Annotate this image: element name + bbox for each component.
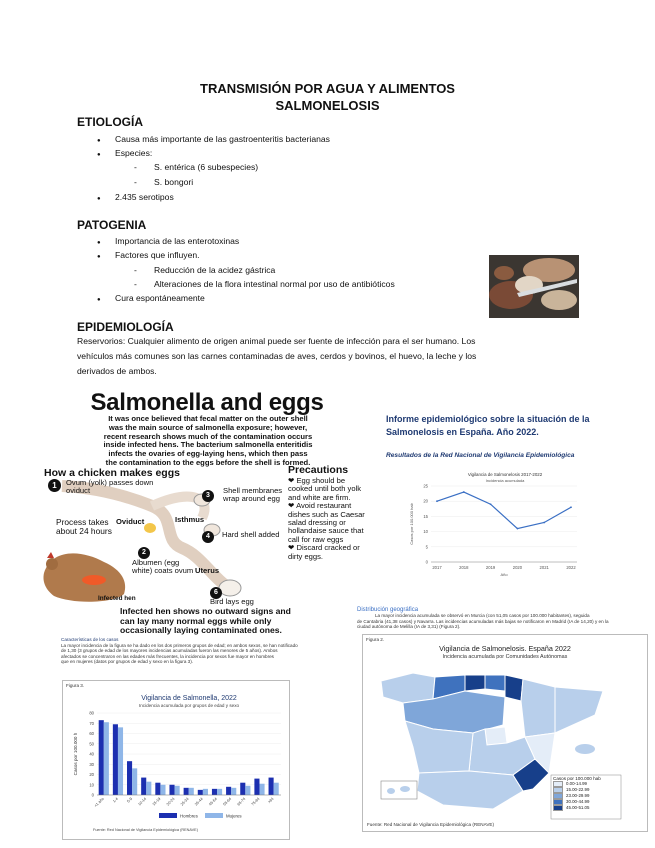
etiologia-bullet-2: ● Especies:: [115, 148, 152, 159]
step-4-marker: 4: [202, 531, 214, 543]
bar-chart-bar: [141, 778, 146, 795]
region-madrid: [485, 727, 507, 745]
step-2-marker: 2: [138, 547, 150, 559]
bar-chart-bar: [254, 779, 259, 795]
line-chart-point: [490, 503, 492, 505]
bar-chart-bar: [269, 778, 274, 795]
line-chart-ytick: 20: [423, 498, 428, 504]
informe-title-1: Informe epidemiológico sobre la situación de la: [386, 414, 590, 424]
etiologia-bullet-3: ● 2.435 serotipos: [115, 192, 174, 203]
bar-chart-bar: [118, 727, 123, 795]
bar-chart-xtick: >84: [267, 796, 275, 805]
caracteristicas-text-4: que en mujeres (datos por grupos de edad y sexo en la figura 3).: [61, 659, 194, 665]
poster-intro-6: the contamination to the eggs before the shell is formed.: [105, 457, 311, 467]
distribucion-block: [357, 607, 651, 630]
poster-intro-5: infects the ovaries of egg-laying hens, which then pass: [108, 449, 308, 459]
map-legend-label: 23.00-29.99: [566, 793, 590, 798]
bar-chart-xtick: 15-19: [151, 796, 162, 807]
map-frame: [362, 634, 648, 832]
bar-chart-bar: [189, 788, 194, 795]
bar-chart-bar: [155, 783, 160, 795]
bird-lays-label: Bird lays egg: [210, 597, 254, 606]
poster-intro-3: recent research shows much of the contamination occurs: [103, 431, 313, 441]
distribucion-heading: Distribución geográfica: [357, 607, 419, 613]
region-cantabria: [465, 675, 485, 691]
bar-chart-xtick: 45-54: [208, 796, 219, 807]
poster-intro-4: inside infected hens. The bacterium salmonella enteritidis: [103, 440, 313, 450]
region-navarra: [505, 675, 523, 701]
step-6-marker: 6: [210, 587, 222, 599]
poster-footer-3: occasionally laying contaminated ones.: [120, 625, 282, 636]
bar-chart-ytick: 20: [89, 772, 94, 777]
bar-chart-title: Vigilancia de Salmonella, 2022: [141, 695, 237, 702]
uterus-label: Uterus: [195, 566, 220, 575]
poster-intro-2: was the main source of salmonella exposure; however,: [108, 422, 308, 432]
oviduct-label: Oviduct: [116, 517, 145, 526]
line-chart-xtick: 2017: [432, 565, 442, 570]
bar-chart-bar: [259, 784, 264, 795]
map-legend-label: 0.00-14.99: [566, 781, 587, 786]
hard-shell-label: Hard shell added: [222, 530, 280, 539]
caracteristicas-text-3: afectados se concentraron en las edades más frecuentes, la incidencia por sexos fue mayor en hombres: [61, 653, 274, 659]
line-chart-xtick: 2019: [485, 565, 496, 570]
poster-footer-1: Infected hen shows no outward signs and: [120, 606, 291, 616]
region-cataluna: [555, 687, 603, 733]
bar-chart-xtick: 5-9: [126, 796, 134, 804]
line-chart: [405, 470, 585, 582]
caracteristicas-block: [61, 637, 351, 665]
how-heading: How a chicken makes eggs: [44, 467, 180, 479]
patogenia-heading: PATOGENIA: [77, 218, 147, 232]
infected-hen-label: Infected hen: [98, 595, 136, 602]
etiologia-bullet-1: ● Causa más importante de las gastroenteritis bacterianas: [115, 134, 330, 145]
patogenia-bullet-1: ● Importancia de las enterotoxinas: [115, 236, 239, 247]
step-1-label: Ovum (yolk) passes down oviduct: [66, 478, 154, 496]
caracteristicas-text-2: de 1,30 (3 grupos de edad de los mayores incidencias acumuladas fueron las menores de 5 años). Ambos: [61, 648, 278, 654]
bar-chart-bar: [226, 787, 231, 795]
bar-chart-xtick: 55-64: [222, 796, 233, 807]
step-3-marker: 3: [202, 490, 214, 502]
bar-chart-xtick: 25-34: [180, 796, 190, 807]
line-chart-series: [437, 492, 571, 528]
bar-chart-ytick: 30: [89, 761, 94, 767]
line-chart-xtick: 2020: [512, 565, 523, 570]
line-chart-ytick: 5: [425, 544, 428, 550]
map-legend-title: Casos por 100.000 hab: [553, 776, 601, 781]
bar-chart-bar: [217, 789, 222, 795]
line-chart-ytick: 10: [423, 529, 428, 535]
informe-title: [386, 413, 590, 439]
line-chart-xtick: 2018: [459, 565, 469, 570]
map-figure-label: Figura 2.: [366, 637, 385, 642]
precaution-2: ❤ Avoid restaurant dishes such as Caesar salad dressing or hollandaise sauce that call for raw eggs: [288, 501, 365, 544]
map-subtitle: Incidencia acumulada por Comunidades Autónomas: [442, 654, 568, 660]
map-legend-label: 15.00-22.99: [566, 787, 590, 792]
bar-chart-subtitle: Incidencia acumulada por grupos de edad y sexo: [138, 703, 240, 708]
bar-chart-bar: [245, 786, 250, 795]
bar-chart-figure-label: Figura 3.: [66, 683, 85, 688]
bar-chart-bar: [231, 788, 236, 795]
bar-chart-bar: [104, 722, 109, 795]
patogenia-sub-2: - Alteraciones de la flora intestinal normal por uso de antibióticos: [154, 279, 395, 290]
region-pais-vasco: [485, 675, 505, 691]
informe-subtitle: Resultados de la Red Nacional de Vigilancia Epidemiológica: [386, 452, 575, 459]
patogenia-bullet-2: ● Factores que influyen.: [115, 250, 200, 261]
map-legend-swatch: [553, 805, 563, 811]
caracteristicas-heading: Características de los casos: [61, 637, 119, 642]
bar-chart: [63, 691, 289, 837]
patogenia-bullet-3: ● Cura espontáneamente: [115, 293, 205, 304]
albumen-label: Albumen (egg white) coats ovum: [132, 558, 194, 576]
precautions-list: [288, 477, 370, 561]
bar-chart-legend-swatch: [205, 813, 223, 818]
bar-chart-bar: [160, 785, 165, 795]
etiologia-sub-2: - S. bongori: [154, 177, 193, 188]
bar-chart-ytick: 80: [89, 710, 94, 716]
bar-chart-ytick: 40: [89, 751, 94, 757]
bar-chart-legend-swatch: [159, 813, 177, 818]
bar-chart-ytick: 70: [89, 720, 94, 726]
region-canarias-2: [400, 786, 410, 792]
map-source: Fuente: Red Nacional de Vigilancia Epidemiológica (RENAVE): [367, 822, 494, 828]
region-galicia: [381, 673, 435, 703]
bar-chart-bar: [146, 782, 151, 795]
bar-chart-xtick: 20-24: [165, 796, 176, 807]
line-chart-xtick: 2021: [539, 565, 549, 570]
bar-chart-ytick: 10: [89, 782, 94, 788]
poster-title: Salmonella and eggs: [90, 389, 324, 416]
bar-chart-bar: [132, 768, 137, 795]
region-canarias-1: [387, 788, 395, 794]
epidemiologia-heading: EPIDEMIOLOGÍA: [77, 320, 174, 334]
bar-chart-xtick: 1-4: [112, 796, 119, 804]
line-chart-point: [463, 491, 465, 493]
etiologia-sub-1: - S. entérica (6 subespecies): [154, 162, 258, 173]
map-title: Vigilancia de Salmonelosis. España 2022: [439, 644, 571, 653]
epidemiologia-line1: Reservorios: Cualquier alimento de origen animal puede ser fuente de infección para el ser humano. Los: [77, 336, 476, 346]
doc-title-line2: SALMONELOSIS: [275, 98, 380, 113]
isthmus-label: Isthmus: [175, 515, 205, 524]
bar-chart-legend-label: Mujeres: [226, 813, 242, 819]
bar-chart-ytick: 60: [89, 731, 94, 736]
bar-chart-bar: [240, 783, 245, 795]
bar-chart-bar: [113, 724, 118, 795]
map-legend: [553, 776, 621, 811]
line-chart-ytick: 0: [425, 559, 428, 565]
precaution-3: ❤ Discard cracked or dirty eggs.: [288, 543, 360, 561]
bar-chart-bar: [175, 786, 180, 795]
region-baleares: [575, 744, 595, 754]
canarias-inset-frame: [381, 781, 417, 799]
distribucion-text-3: ciudad autónoma de Melilla (IA de 3,31) (Figura 2).: [357, 624, 461, 630]
salmonella-eggs-poster: [42, 383, 372, 636]
epidemiologia-line3: derivados de ambos.: [77, 366, 157, 376]
line-chart-xtick: 2022: [566, 565, 576, 570]
map-legend-label: 45.00-51.05: [566, 805, 590, 810]
bar-chart-ytick: 0: [91, 792, 94, 798]
bar-chart-bar: [274, 783, 279, 795]
bar-chart-ylabel: Casos por 100.000 h: [73, 732, 78, 776]
shell-membranes-label: Shell membranes wrap around egg: [223, 486, 283, 504]
bar-chart-bar: [203, 789, 208, 795]
line-chart-point: [436, 500, 438, 502]
line-chart-title: Vigilancia de Salmonelosis 2017-2022: [467, 472, 543, 477]
bar-chart-xtick: 35-44: [194, 796, 204, 807]
line-chart-point: [570, 506, 572, 508]
bar-chart-bar: [184, 788, 189, 795]
precautions-heading: Precautions: [288, 464, 349, 476]
precaution-1: ❤ Egg should be cooked until both yolk and white are firm.: [288, 476, 362, 502]
etiologia-heading: ETIOLOGÍA: [77, 115, 143, 129]
bar-chart-xtick: 10-14: [137, 796, 148, 807]
poster-footer: [120, 607, 340, 636]
map-legend-label: 30.00-44.99: [566, 799, 590, 804]
poster-intro: [46, 415, 370, 468]
patogenia-sub-1: - Reducción de la acidez gástrica: [154, 265, 275, 276]
bar-chart-legend-label: Hombres: [180, 813, 198, 819]
line-chart-point: [543, 522, 545, 524]
bar-chart-xtick: 75-84: [250, 796, 261, 807]
bar-chart-bar: [169, 785, 174, 795]
doc-title-line1: TRANSMISIÓN POR AGUA Y ALIMENTOS: [200, 81, 455, 96]
line-chart-ytick: 25: [423, 483, 428, 489]
bar-chart-xtick: <1 año: [93, 796, 105, 809]
line-chart-ytick: 15: [423, 513, 428, 519]
region-andalucia: [417, 771, 523, 809]
bar-chart-frame: [62, 680, 290, 840]
bar-chart-bar: [198, 790, 203, 795]
bar-chart-bar: [212, 789, 217, 795]
line-chart-ylabel: Casos por 100.000 hab: [409, 503, 414, 545]
distribucion-text-2: de Cantabria (41,38 casos) y Navarra. Las incidencias acumuladas más bajas se notificaron en Madrid (IA de 14,20) y en la: [357, 618, 609, 624]
process-label: Process takes about 24 hours: [56, 517, 112, 537]
bar-chart-bar: [99, 720, 104, 795]
bar-chart-bar: [127, 761, 132, 795]
line-chart-xlabel: Año: [500, 572, 508, 577]
region-aragon: [521, 679, 555, 737]
bar-chart-ytick: 50: [89, 741, 94, 747]
bar-chart-xtick: 65-74: [236, 796, 247, 807]
poster-footer-2: can lay many normal eggs while only: [120, 615, 272, 626]
step-1-marker: 1: [48, 479, 61, 492]
raw-meat-photo: [489, 255, 579, 318]
line-chart-point: [517, 528, 519, 530]
poster-intro-1: It was once believed that fecal matter on the outer shell: [108, 414, 308, 423]
bar-chart-source: Fuente: Red Nacional de Vigilancia Epidemiológica (RENAVE): [93, 828, 198, 832]
line-chart-subtitle: Incidencia acumulada: [485, 478, 525, 483]
map-legend-row: [553, 805, 621, 811]
informe-title-2: Salmonelosis en España. Año 2022.: [386, 427, 539, 437]
distribucion-text-1: La mayor incidencia acumulada se observó en Murcia (con 51,05 casos por 100.000 habitantes), seguida: [375, 613, 590, 618]
caracteristicas-text-1: La mayor incidencia de la figura se ha dado en los dos primeros grupos de edad; en ambos sexos, se han notificado: [61, 642, 298, 648]
epidemiologia-line2: vehículos más comunes son las carnes contaminadas de aves, cerdos y bovinos, el huevo, la leche y los: [77, 351, 477, 361]
